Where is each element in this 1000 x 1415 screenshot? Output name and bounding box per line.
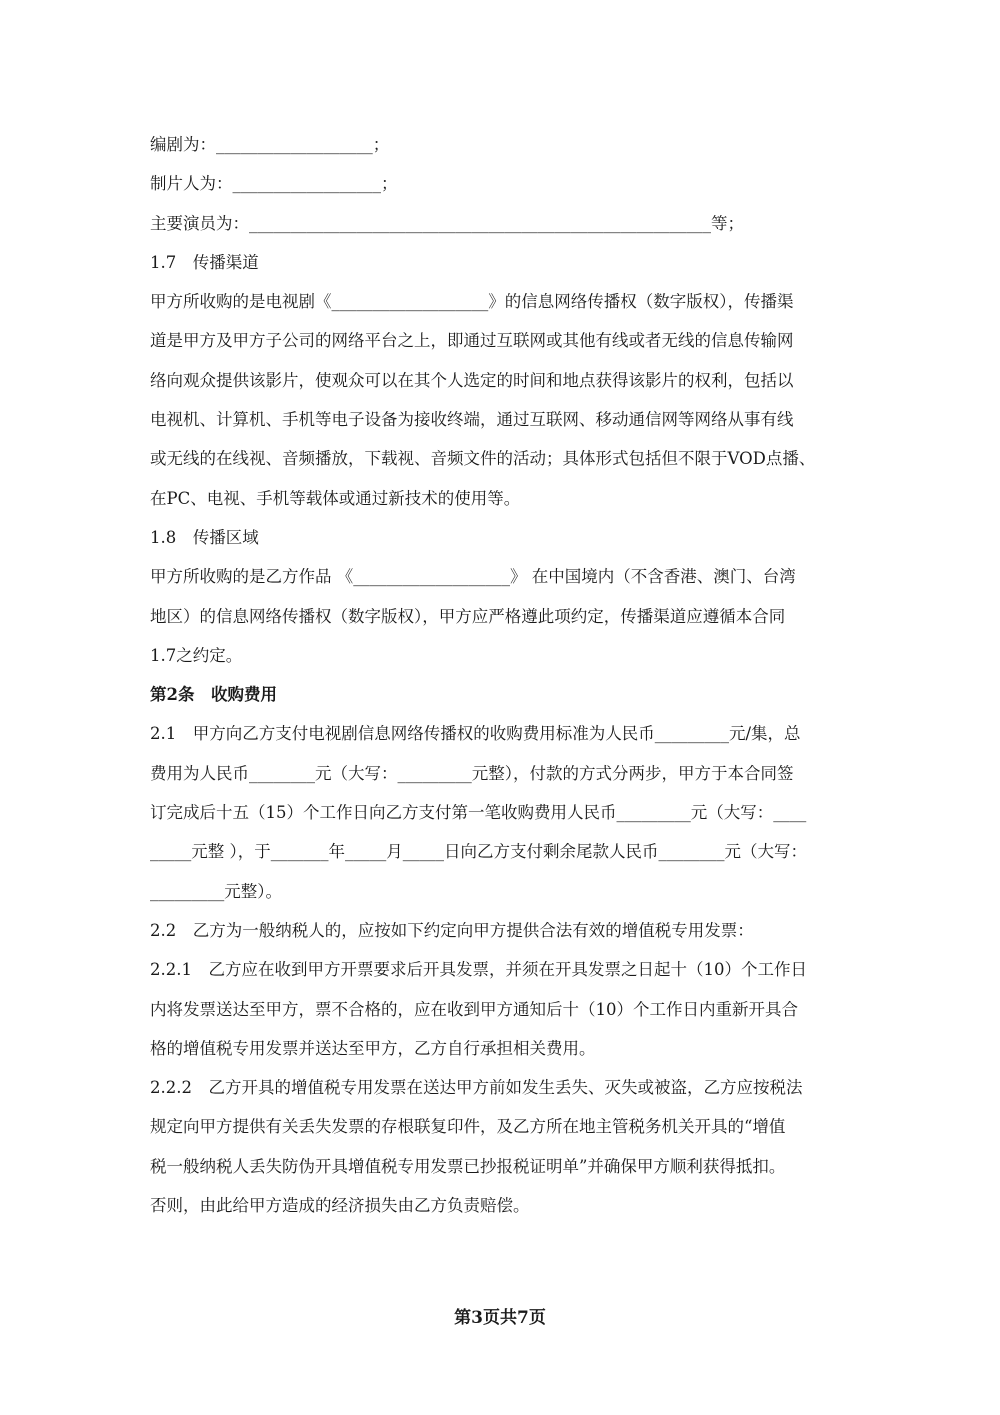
paragraph-line: 甲方所收购的是乙方作品 《___________________》 在中国境内（不含香港、澳门、台湾 [150,567,796,587]
paragraph-line: 内将发票送达至甲方，票不合格的，应在收到甲方通知后十（10）个工作日内重新开具合 [150,999,798,1019]
paragraph-line: 络向观众提供该影片，使观众可以在其个人选定的时间和地点获得该影片的权利，包括以 [150,370,794,390]
paragraph-line: 格的增值税专用发票并送达至甲方，乙方自行承担相关费用。 [150,1038,596,1058]
paragraph-line: _________元整）。 [150,881,282,901]
main-actors-line: 主要演员为：________________________________________________________等； [150,213,744,233]
paragraph-line: 否则，由此给甲方造成的经济损失由乙方负责赔偿。 [150,1196,530,1216]
paragraph-line: 2.2.1 乙方应在收到甲方开票要求后开具发票，并须在开具发票之日起十（10）个工作日 [150,960,807,980]
page-number-footer: 第3页共7页 [454,1308,546,1328]
paragraph-line: 道是甲方及甲方子公司的网络平台之上，即通过互联网或其他有线或者无线的信息传输网 [150,331,794,351]
paragraph-line: 在PC、电视、手机等载体或通过新技术的使用等。 [150,488,521,508]
screenwriter-line: 编剧为：___________________； [150,135,390,154]
paragraph-line: 2.2 乙方为一般纳税人的，应按如下约定向甲方提供合法有效的增值税专用发票： [150,920,754,940]
paragraph-line: 电视机、计算机、手机等电子设备为接收终端，通过互联网、移动通信网等网络从事有线 [150,410,794,430]
paragraph-line: 或无线的在线视、音频播放，下载视、音频文件的活动；具体形式包括但不限于VOD点播、 [150,449,816,469]
section-1-8-heading: 1.8 传播区域 [150,527,259,547]
paragraph-line: 2.2.2 乙方开具的增值税专用发票在送达甲方前如发生丢失、灭失或被盗，乙方应按税法 [150,1078,803,1098]
paragraph-line: 2.1 甲方向乙方支付电视剧信息网络传播权的收购费用标准为人民币_________元/集，总 [150,724,801,744]
article-2-heading: 第2条 收购费用 [150,685,277,705]
paragraph-line: 规定向甲方提供有关丢失发票的存根联复印件，及乙方所在地主管税务机关开具的“增值 [150,1117,786,1137]
document-body [150,125,862,1225]
producer-line: 制片人为：__________________； [150,174,398,194]
paragraph-line: 费用为人民币________元（大写：_________元整），付款的方式分两步，甲方于本合同签 [150,763,794,783]
paragraph-line: 地区）的信息网络传播权（数字版权），甲方应严格遵此项约定，传播渠道应遵循本合同 [150,606,786,626]
paragraph-line: _____元整 ），于_______年_____月_____日向乙方支付剩余尾款人民币________元（大写： [150,842,807,862]
section-1-7-heading: 1.7 传播渠道 [150,252,259,272]
paragraph-line: 订完成后十五（15）个工作日向乙方支付第一笔收购费用人民币_________元（大写：____ [150,803,807,823]
paragraph-line: 甲方所收购的是电视剧《___________________》的信息网络传播权（数字版权），传播渠 [150,292,794,312]
paragraph-line: 1.7之约定。 [150,645,243,665]
paragraph-line: 税一般纳税人丢失防伪开具增值税专用发票已抄报税证明单”并确保甲方顺利获得抵扣。 [150,1156,786,1176]
